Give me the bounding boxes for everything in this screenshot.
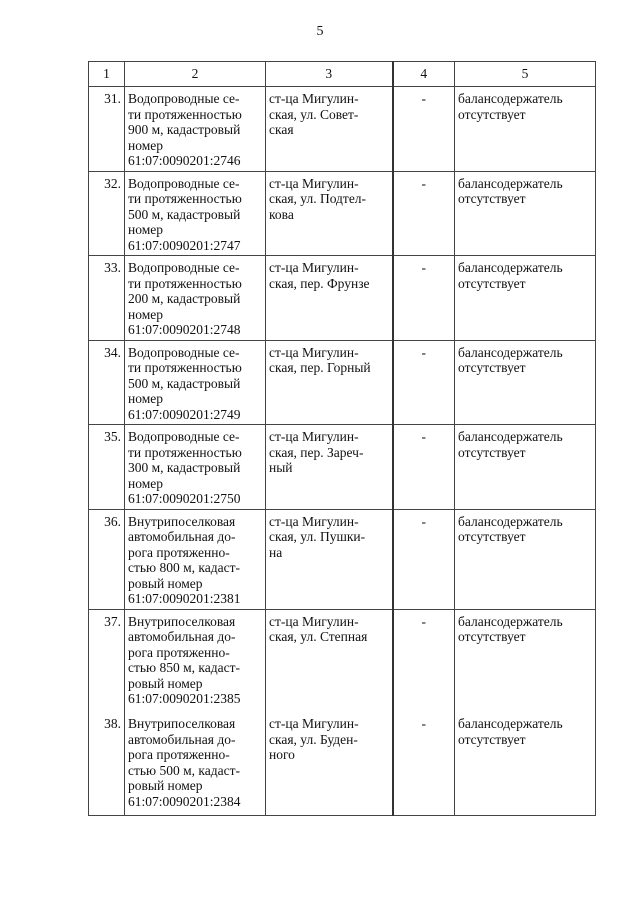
object-description-line: 61:07:0090201:2748 <box>128 322 241 337</box>
row-number-cell: 32. <box>89 171 125 256</box>
address-line: кова <box>269 206 294 222</box>
object-description-line: ти протяженностью <box>128 360 242 375</box>
address-line: ская, пер. Горный <box>269 360 371 375</box>
address-cell <box>266 171 393 256</box>
balance-holder-line: балансодержатель <box>458 429 563 444</box>
object-description-line: автомобильная до- <box>128 629 236 644</box>
balance-holder-line: балансодержатель <box>458 344 563 360</box>
object-description-line: Водопроводные се- <box>128 91 240 106</box>
object-description-line: ти протяженностью <box>128 275 242 291</box>
balance-holder-cell <box>455 509 596 609</box>
col4-cell: - <box>393 609 455 712</box>
address-cell <box>266 609 393 712</box>
row-number-cell: 37. <box>89 609 125 712</box>
col4-cell: - <box>393 256 455 341</box>
balance-holder-line: отсутствует <box>458 106 526 122</box>
address-cell <box>266 340 393 425</box>
object-description-line: 61:07:0090201:2749 <box>128 406 241 422</box>
page-number: 5 <box>316 24 324 39</box>
balance-holder-line: балансодержатель <box>458 260 563 275</box>
column-header-holder: 5 <box>455 62 596 87</box>
balance-holder-line: балансодержатель <box>458 91 563 106</box>
table-row <box>89 340 596 425</box>
object-description-line: 61:07:0090201:2384 <box>128 793 241 809</box>
address-cell <box>266 256 393 341</box>
property-registry-table <box>88 61 596 816</box>
address-line: ская <box>269 122 294 137</box>
col4-cell: - <box>393 425 455 510</box>
object-description-line: номер <box>128 391 164 406</box>
balance-holder-line: балансодержатель <box>458 716 563 731</box>
address-line: ный <box>269 460 293 475</box>
object-description-line: ти протяженностью <box>128 444 242 460</box>
address-cell <box>266 712 393 815</box>
table-header-row <box>89 62 596 87</box>
object-description-line: номер <box>128 222 164 237</box>
row-number-cell: 34. <box>89 340 125 425</box>
object-description-cell <box>125 712 266 815</box>
object-description-line: Водопроводные се- <box>128 344 240 360</box>
address-line: ст-ца Мигулин- <box>269 344 359 360</box>
column-header-number: 1 <box>89 62 125 87</box>
object-description-line: 300 м, кадастровый <box>128 460 241 475</box>
object-description-line: Внутрипоселковая <box>128 716 236 731</box>
object-description-line: 61:07:0090201:2385 <box>128 691 241 706</box>
col4-cell: - <box>393 712 455 815</box>
col4-cell: - <box>393 171 455 256</box>
balance-holder-cell <box>455 171 596 256</box>
balance-holder-cell <box>455 87 596 172</box>
object-description-line: ровый номер <box>128 575 203 591</box>
address-line: ская, ул. Буден- <box>269 731 358 747</box>
balance-holder-cell <box>455 712 596 815</box>
object-description-line: рога протяженно- <box>128 747 230 762</box>
object-description-line: стью 800 м, кадаст- <box>128 560 241 575</box>
balance-holder-cell <box>455 609 596 712</box>
object-description-line: автомобильная до- <box>128 731 236 747</box>
address-line: ст-ца Мигулин- <box>269 91 359 106</box>
object-description-line: стью 850 м, кадаст- <box>128 660 241 675</box>
balance-holder-line: отсутствует <box>458 360 526 375</box>
address-line: ская, ул. Пушки- <box>269 529 366 544</box>
balance-holder-line: балансодержатель <box>458 175 563 191</box>
object-description-line: Водопроводные се- <box>128 429 240 444</box>
object-description-line: ровый номер <box>128 675 203 691</box>
object-description-cell <box>125 171 266 256</box>
object-description-cell <box>125 256 266 341</box>
object-description-line: стью 500 м, кадаст- <box>128 762 241 778</box>
address-cell <box>266 425 393 510</box>
object-description-line: 500 м, кадастровый <box>128 375 241 391</box>
balance-holder-line: отсутствует <box>458 191 526 206</box>
object-description-cell <box>125 340 266 425</box>
object-description-line: 900 м, кадастровый <box>128 122 241 137</box>
object-description-line: номер <box>128 306 164 322</box>
balance-holder-line: отсутствует <box>458 529 526 544</box>
table-row <box>89 171 596 256</box>
balance-holder-line: балансодержатель <box>458 513 563 529</box>
object-description-cell <box>125 509 266 609</box>
col4-cell: - <box>393 340 455 425</box>
address-line: ская, ул. Совет- <box>269 106 359 122</box>
object-description-cell <box>125 425 266 510</box>
object-description-line: 61:07:0090201:2747 <box>128 237 241 253</box>
address-line: ст-ца Мигулин- <box>269 613 359 629</box>
address-cell <box>266 509 393 609</box>
table-body <box>89 87 596 816</box>
balance-holder-cell <box>455 340 596 425</box>
address-line: ская, пер. Фрунзе <box>269 275 370 291</box>
table-row <box>89 87 596 172</box>
object-description-line: 61:07:0090201:2746 <box>128 153 241 168</box>
col4-cell: - <box>393 87 455 172</box>
address-line: ст-ца Мигулин- <box>269 429 359 444</box>
object-description-line: ти протяженностью <box>128 191 242 206</box>
row-number-cell: 31. <box>89 87 125 172</box>
table-row <box>89 609 596 712</box>
object-description-line: автомобильная до- <box>128 529 236 544</box>
address-cell <box>266 87 393 172</box>
object-description-line: Внутрипоселковая <box>128 613 236 629</box>
balance-holder-line: балансодержатель <box>458 613 563 629</box>
table-row <box>89 256 596 341</box>
address-line: ст-ца Мигулин- <box>269 513 359 529</box>
address-line: ст-ца Мигулин- <box>269 175 359 191</box>
address-line: ст-ца Мигулин- <box>269 260 359 275</box>
address-line: ская, ул. Подтел- <box>269 191 367 206</box>
column-header-object: 2 <box>125 62 266 87</box>
balance-holder-cell <box>455 425 596 510</box>
address-line: ская, пер. Зареч- <box>269 444 364 460</box>
object-description-line: 61:07:0090201:2381 <box>128 591 241 606</box>
table-row <box>89 425 596 510</box>
row-number-cell: 36. <box>89 509 125 609</box>
table-row <box>89 509 596 609</box>
object-description-line: рога протяженно- <box>128 644 230 660</box>
balance-holder-line: отсутствует <box>458 731 526 747</box>
col4-cell: - <box>393 509 455 609</box>
object-description-line: ти протяженностью <box>128 106 242 122</box>
balance-holder-line: отсутствует <box>458 629 526 644</box>
column-header-col4: 4 <box>393 62 455 87</box>
balance-holder-line: отсутствует <box>458 444 526 460</box>
balance-holder-line: отсутствует <box>458 275 526 291</box>
object-description-line: Водопроводные се- <box>128 260 240 275</box>
column-header-address: 3 <box>266 62 393 87</box>
address-line: ская, ул. Степная <box>269 629 368 644</box>
row-number-cell: 35. <box>89 425 125 510</box>
object-description-line: 200 м, кадастровый <box>128 291 241 306</box>
object-description-cell <box>125 87 266 172</box>
address-line: ст-ца Мигулин- <box>269 716 359 731</box>
object-description-line: рога протяженно- <box>128 544 230 560</box>
address-line: на <box>269 544 283 560</box>
object-description-line: 61:07:0090201:2750 <box>128 491 241 506</box>
object-description-line: Водопроводные се- <box>128 175 240 191</box>
object-description-line: 500 м, кадастровый <box>128 206 241 222</box>
row-number-cell: 38. <box>89 712 125 815</box>
row-number-cell: 33. <box>89 256 125 341</box>
address-line: ного <box>269 747 295 762</box>
object-description-line: ровый номер <box>128 778 203 793</box>
object-description-line: номер <box>128 137 164 153</box>
object-description-cell <box>125 609 266 712</box>
balance-holder-cell <box>455 256 596 341</box>
object-description-line: номер <box>128 475 164 491</box>
object-description-line: Внутрипоселковая <box>128 513 236 529</box>
table-row <box>89 712 596 815</box>
